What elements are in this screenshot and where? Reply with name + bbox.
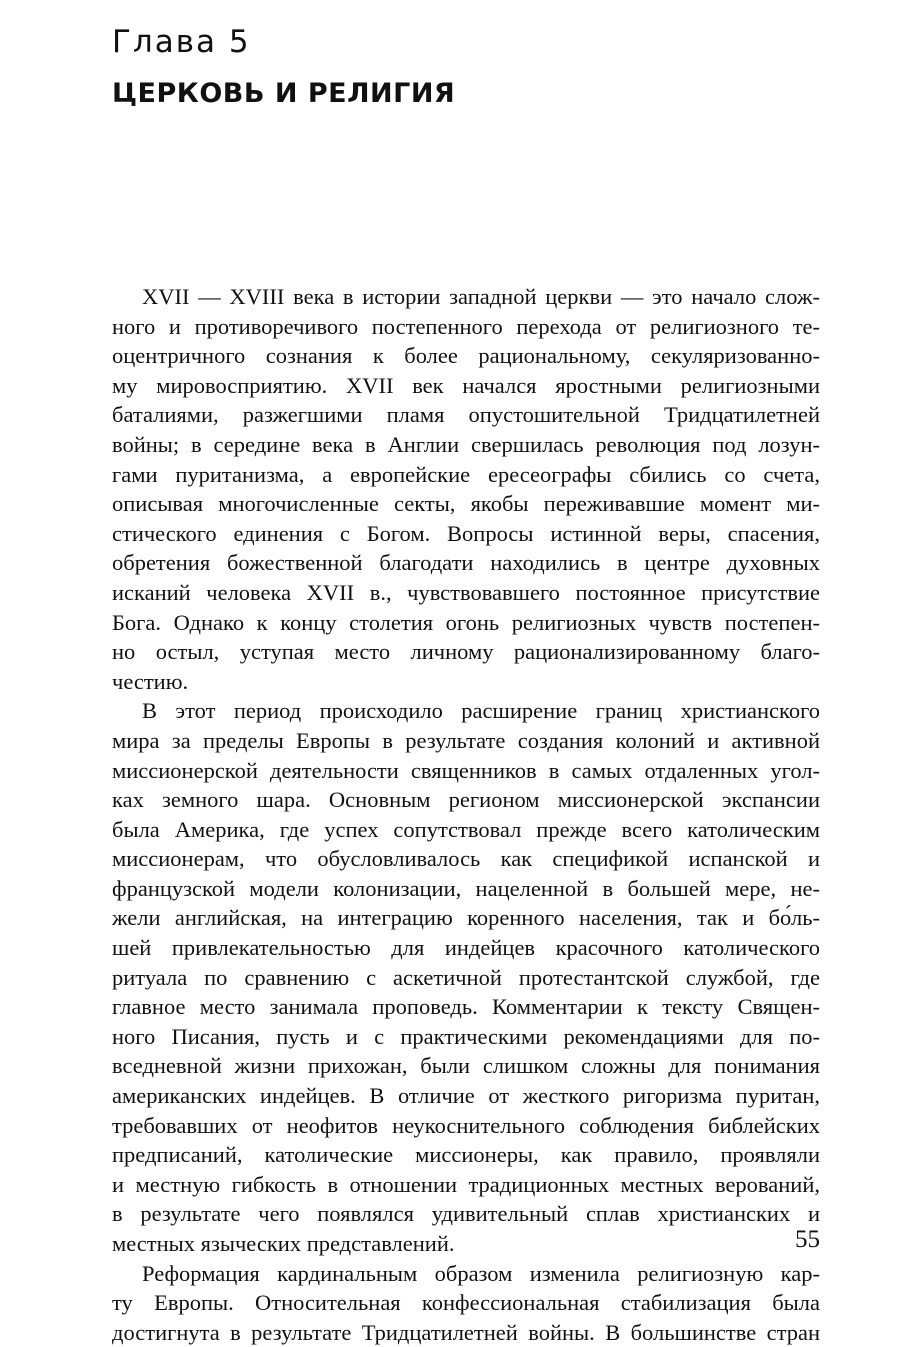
text-line: В этот период происходило расширение границ христианского (142, 698, 820, 724)
text-line: обретения божественной благодати находились в центре духовных (112, 550, 820, 576)
text-line: ного и противоречивого постепенного перехода от религиозного те- (112, 313, 820, 339)
text-line: французской модели колонизации, нацеленной в большей мере, не- (112, 875, 820, 901)
text-line: оцентричного сознания к более рациональному, секуляризованно- (112, 343, 820, 369)
text-line: честию. (112, 668, 189, 694)
text-line: требовавших от неофитов неукоснительного соблюдения библейских (112, 1112, 820, 1138)
paragraph (112, 696, 820, 1258)
text-line: шей привлекательностью для индейцев красочного католического (112, 935, 820, 961)
text-line: вседневной жизни прихожан, были слишком сложны для понимания (112, 1053, 820, 1079)
text-line: исканий человека XVII в., чувствовавшего постоянное присутствие (112, 579, 820, 605)
text-line: предписаний, католические миссионеры, как правило, проявляли (112, 1142, 820, 1168)
chapter-label: Глава 5 (112, 24, 251, 60)
text-line: стического единения с Богом. Вопросы истинной веры, спасения, (112, 520, 820, 546)
text-line: ках земного шара. Основным регионом миссионерской экспансии (112, 787, 820, 813)
text-line: американских индейцев. В отличие от жесткого ригоризма пуритан, (112, 1083, 820, 1109)
text-line: гами пуританизма, а европейские ересеографы сбились со счета, (112, 461, 820, 487)
text-line: была Америка, где успех сопутствовал прежде всего католическим (112, 816, 820, 842)
text-line: Реформация кардинальным образом изменила религиозную кар- (142, 1260, 820, 1286)
paragraph (112, 1259, 820, 1347)
chapter-body-text (112, 282, 820, 1347)
text-line: и местную гибкость в отношении традиционных местных верований, (112, 1171, 820, 1197)
page-number: 55 (795, 1226, 820, 1253)
text-line: ного Писания, пусть и с практическими рекомендациями для по- (112, 1023, 820, 1049)
text-line: описывая многочисленные секты, якобы переживавшие момент ми- (112, 491, 820, 517)
text-line: главное место занимала проповедь. Комментарии к тексту Священ- (112, 994, 820, 1020)
text-line: мира за пределы Европы в результате создания колоний и активной (112, 727, 820, 753)
text-line: в результате чего появлялся удивительный сплав христианских и (112, 1201, 820, 1227)
text-line: баталиями, разжегшими пламя опустошительной Тридцатилетней (112, 402, 820, 428)
text-line: жели английская, на интеграцию коренного населения, так и бо́ль- (112, 905, 820, 931)
text-line: ту Европы. Относительная конфессиональная стабилизация была (112, 1290, 820, 1316)
text-line: миссионерам, что обусловливалось как спецификой испанской и (112, 846, 820, 872)
text-line: но остыл, уступая место личному рационализированному благо- (112, 639, 820, 665)
text-line: ритуала по сравнению с аскетичной протестантской службой, где (112, 964, 820, 990)
text-line: му мировосприятию. XVII век начался яростными религиозными (112, 372, 820, 398)
text-line: Бога. Однако к концу столетия огонь религиозных чувств постепен- (112, 609, 820, 635)
paragraph (112, 282, 820, 696)
text-line: достигнута в результате Тридцатилетней войны. В большинстве стран (112, 1319, 820, 1345)
text-line: войны; в середине века в Англии свершилась революция под лозун- (112, 431, 820, 457)
text-line: XVII — XVIII века в истории западной церкви — это начало слож- (142, 284, 820, 309)
text-line: местных языческих представлений. (112, 1231, 455, 1256)
text-line: миссионерской деятельности священников в самых отдаленных угол- (112, 757, 820, 783)
chapter-title: ЦЕРКОВЬ И РЕЛИГИЯ (112, 78, 456, 109)
